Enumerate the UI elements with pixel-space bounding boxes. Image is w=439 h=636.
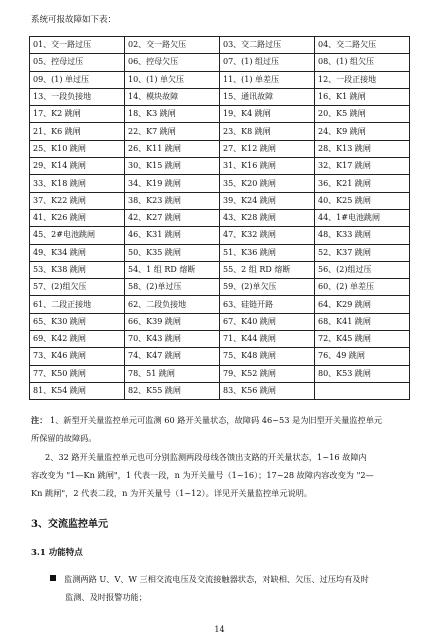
table-cell: 40、K25 跳闸 [315,192,410,209]
table-cell: 15、通讯故障 [220,88,315,105]
table-cell: 81、K54 跳闸 [30,382,125,399]
table-cell: 39、K24 跳闸 [220,192,315,209]
table-cell: 08、(1) 组欠压 [315,54,410,71]
table-cell: 43、K28 跳闸 [220,209,315,226]
table-cell: 28、K13 跳闸 [315,140,410,157]
table-cell: 19、K4 跳闸 [220,106,315,123]
table-cell: 35、K20 跳闸 [220,175,315,192]
table-cell: 37、K22 跳闸 [30,192,125,209]
table-cell: 29、K14 跳闸 [30,158,125,175]
table-cell: 62、二段负接地 [125,296,220,313]
table-cell: 22、K7 跳闸 [125,123,220,140]
table-cell: 66、K39 跳闸 [125,313,220,330]
table-row [30,106,410,123]
table-row [30,37,410,54]
table-row [30,348,410,365]
table-cell: 48、K33 跳闸 [315,227,410,244]
bullet-square-icon [50,575,56,581]
table-cell: 69、K42 跳闸 [30,331,125,348]
table-cell: 38、K23 跳闸 [125,192,220,209]
bullet-line2: 监测、及时报警功能； [65,592,147,602]
table-cell: 55、2 组 RD 熔断 [220,261,315,278]
table-cell: 16、K1 跳闸 [315,88,410,105]
table-cell: 33、K18 跳闸 [30,175,125,192]
table-row [30,88,410,105]
bullet-line1: 监测两路 U、V、W 三相交流电压及交流接触器状态，对缺相、欠压、过压均有及时 [64,574,369,584]
table-cell: 24、K9 跳闸 [315,123,410,140]
table-cell: 27、K12 跳闸 [220,140,315,157]
table-cell: 53、K38 跳闸 [30,261,125,278]
table-cell: 09、(1) 单过压 [30,71,125,88]
table-row [30,158,410,175]
table-cell: 02、交一路欠压 [125,37,220,54]
table-cell: 44、1#电池跳闸 [315,209,410,226]
table-row [30,279,410,296]
table-cell: 71、K44 跳闸 [220,331,315,348]
table-row [30,331,410,348]
table-cell: 41、K26 跳闸 [30,209,125,226]
table-cell: 68、K41 跳闸 [315,313,410,330]
table-cell: 05、控母过压 [30,54,125,71]
table-cell: 57、(2)组欠压 [30,279,125,296]
intro-text: 系统可报故障如下表： [31,15,117,25]
section-heading: 3、交流监控单元 [31,519,108,530]
table-cell: 75、K48 跳闸 [220,348,315,365]
table-row [30,296,410,313]
table-cell: 36、K21 跳闸 [315,175,410,192]
table-cell: 80、K53 跳闸 [315,365,410,382]
table-cell: 32、K17 跳闸 [315,158,410,175]
table-cell: 50、K35 跳闸 [125,244,220,261]
table-cell: 25、K10 跳闸 [30,140,125,157]
table-cell: 54、1 组 RD 熔断 [125,261,220,278]
note-p2-line3: Kn 跳闸"，2 代表二段，n 为开关量号（1~12）。详见开关量监控单元说明。 [31,488,313,498]
table-cell: 23、K8 跳闸 [220,123,315,140]
table-cell: 42、K27 跳闸 [125,209,220,226]
page-number: 14 [214,625,225,634]
note-p1-line1: 1、新型开关量监控单元可监测 60 路开关量状态，故障码 46~53 是为旧型开关量监控单元 [50,415,383,425]
table-cell: 77、K50 跳闸 [30,365,125,382]
note-paragraph-1 [31,411,411,447]
table-cell: 58、(2)单过压 [125,279,220,296]
table-cell: 45、2#电池跳闸 [30,227,125,244]
table-row [30,175,410,192]
table-cell: 11、(1) 单差压 [220,71,315,88]
table-row [30,261,410,278]
note-p1-line2: 所保留的故障码。 [31,433,97,443]
table-cell: 76、49 跳闸 [315,348,410,365]
table-row [30,192,410,209]
table-row [30,54,410,71]
table-row [30,227,410,244]
table-row [30,365,410,382]
subsection-heading: 3.1 功能特点 [31,548,83,558]
table-cell: 78、51 跳闸 [125,365,220,382]
table-cell: 64、K29 跳闸 [315,296,410,313]
table-cell: 70、K43 跳闸 [125,331,220,348]
table-cell: 04、交二路欠压 [315,37,410,54]
table-cell: 12、一段正接地 [315,71,410,88]
table-cell: 03、交二路过压 [220,37,315,54]
table-cell: 83、K56 跳闸 [220,382,315,399]
table-cell: 65、K30 跳闸 [30,313,125,330]
table-row [30,140,410,157]
table-cell: 63、硅链开路 [220,296,315,313]
note-paragraph-2 [31,448,411,502]
table-cell: 10、(1) 单欠压 [125,71,220,88]
table-cell: 14、模块故障 [125,88,220,105]
table-cell: 30、K15 跳闸 [125,158,220,175]
table-cell: 49、K34 跳闸 [30,244,125,261]
table-row [30,382,410,399]
table-cell: 60、(2) 单差压 [315,279,410,296]
table-row [30,244,410,261]
table-cell: 34、K19 跳闸 [125,175,220,192]
table-cell: 13、一段负接地 [30,88,125,105]
table-cell: 21、K6 跳闸 [30,123,125,140]
table-cell: 61、二段正接地 [30,296,125,313]
table-cell: 82、K55 跳闸 [125,382,220,399]
note-p2-line1: 2、32 路开关量监控单元也可分别监测两段母线各馈出支路的开关量状态，1~16 故障内 [45,452,367,462]
table-cell: 46、K31 跳闸 [125,227,220,244]
fault-table-body [30,37,410,400]
table-cell: 47、K32 跳闸 [220,227,315,244]
bullet-item [50,570,410,606]
table-row [30,123,410,140]
table-cell: 31、K16 跳闸 [220,158,315,175]
table-row [30,209,410,226]
table-cell: 79、K52 跳闸 [220,365,315,382]
table-cell: 17、K2 跳闸 [30,106,125,123]
note-label: 注： [31,415,48,425]
table-cell: 26、K11 跳闸 [125,140,220,157]
table-cell: 20、K5 跳闸 [315,106,410,123]
table-cell: 72、K45 跳闸 [315,331,410,348]
table-row [30,71,410,88]
table-row [30,313,410,330]
table-cell: 01、交一路过压 [30,37,125,54]
table-cell: 52、K37 跳闸 [315,244,410,261]
table-cell: 56、(2)组过压 [315,261,410,278]
table-cell: 74、K47 跳闸 [125,348,220,365]
note-p2-line2: 容改变为 "1—Kn 跳闸"，1 代表一段，n 为开关量号（1~16）；17~28 故障内容改变为 "2— [31,470,374,480]
fault-code-table [29,36,410,400]
table-cell: 18、K3 跳闸 [125,106,220,123]
table-cell: 51、K36 跳闸 [220,244,315,261]
table-cell: 06、控母欠压 [125,54,220,71]
table-cell: 59、(2)单欠压 [220,279,315,296]
table-cell: 07、(1) 组过压 [220,54,315,71]
table-cell: 73、K46 跳闸 [30,348,125,365]
table-cell: 67、K40 跳闸 [220,313,315,330]
table-cell [315,382,410,399]
